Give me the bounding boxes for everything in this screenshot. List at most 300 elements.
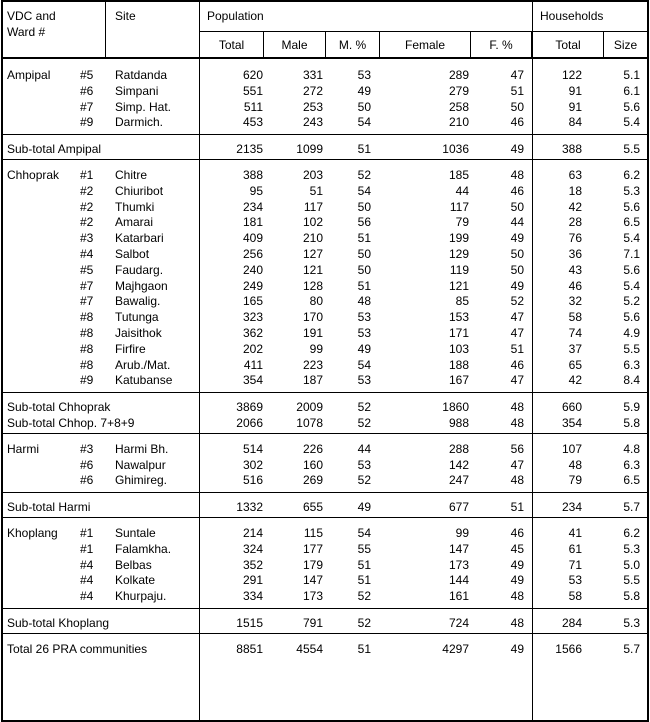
row-2-1-hh: 48 xyxy=(568,457,582,472)
row-3-0-size: 6.2 xyxy=(623,526,640,540)
row-3-4-f: 48 xyxy=(510,589,524,604)
row-2-1-f: 47 xyxy=(510,457,524,472)
row-1-4-hh: 76 xyxy=(568,231,582,246)
row-0-3-female: 210 xyxy=(448,115,469,130)
grand-total-m: 51 xyxy=(357,641,371,656)
row-1-2-hh: 42 xyxy=(568,199,582,214)
subtotal-rule-3 xyxy=(1,633,649,634)
row-3-4-size: 5.8 xyxy=(623,589,640,604)
vdc-name-0: Ampipal xyxy=(7,68,51,82)
row-0-2-f: 50 xyxy=(510,99,524,114)
row-1-2-m: 50 xyxy=(357,199,371,214)
subtotal-0-0-m: 51 xyxy=(357,142,371,157)
ward-3-3: #4 xyxy=(80,573,94,588)
row-1-11-f: 51 xyxy=(510,341,524,356)
row-1-4-m: 51 xyxy=(357,231,371,246)
subtotal-2-0-f: 51 xyxy=(510,500,524,515)
row-1-5-f: 50 xyxy=(510,247,524,261)
site-3-3: Kolkate xyxy=(115,573,156,588)
row-0-2-male: 253 xyxy=(302,99,323,114)
row-2-1-female: 142 xyxy=(448,457,469,472)
subtotal-rule-2 xyxy=(1,517,649,518)
row-3-3-hh: 53 xyxy=(568,573,582,588)
row-3-0-hh: 41 xyxy=(568,526,582,540)
row-3-4-hh: 58 xyxy=(568,589,582,604)
subtotal-1-0-female: 1860 xyxy=(442,400,469,415)
subtotal-label-3-0: Sub-total Khoplang xyxy=(7,616,110,630)
row-3-1-female: 147 xyxy=(448,541,469,556)
row-2-0-female: 288 xyxy=(448,441,469,456)
subtotal-label-1-0: Sub-total Chhoprak xyxy=(7,400,111,415)
row-2-2-female: 247 xyxy=(448,473,469,488)
subtotal-0-0-female: 1036 xyxy=(442,142,469,157)
row-2-2-hh: 79 xyxy=(568,473,582,488)
ward-1-0: #1 xyxy=(80,168,94,182)
site-1-4: Katarbari xyxy=(115,231,164,246)
row-1-4-f: 49 xyxy=(510,231,524,246)
ward-1-2: #2 xyxy=(80,199,94,214)
table-border-left xyxy=(1,0,3,722)
ward-2-2: #6 xyxy=(80,473,94,488)
row-3-3-male: 147 xyxy=(302,573,323,588)
site-3-2: Belbas xyxy=(115,557,152,572)
row-1-7-male: 128 xyxy=(302,278,323,293)
site-0-3: Darmich. xyxy=(115,115,164,130)
row-1-8-male: 80 xyxy=(309,294,323,309)
row-1-13-f: 47 xyxy=(510,373,524,388)
row-1-4-female: 199 xyxy=(448,231,469,246)
row-3-1-size: 5.3 xyxy=(623,541,640,556)
grand-total-hh: 1566 xyxy=(555,641,582,656)
row-1-4-total: 409 xyxy=(242,231,263,246)
subtotal-3-0-hh: 284 xyxy=(561,616,582,630)
header-total: Total xyxy=(218,38,245,52)
row-1-12-hh: 65 xyxy=(568,357,582,372)
site-1-11: Firfire xyxy=(115,341,146,356)
row-1-11-total: 202 xyxy=(242,341,263,356)
row-1-11-m: 49 xyxy=(357,341,371,356)
row-1-10-f: 47 xyxy=(510,326,524,340)
row-1-13-male: 187 xyxy=(302,373,323,388)
row-1-5-size: 7.1 xyxy=(623,247,640,261)
row-1-1-f: 46 xyxy=(510,183,524,198)
row-1-2-total: 234 xyxy=(242,199,263,214)
site-2-2: Ghimireg. xyxy=(115,473,168,488)
table-border-right xyxy=(647,0,649,722)
group-rule-2 xyxy=(1,492,649,493)
site-0-1: Simpani xyxy=(115,83,159,98)
row-1-4-male: 210 xyxy=(302,231,323,246)
grand-total-male: 4554 xyxy=(296,641,323,656)
row-3-3-female: 144 xyxy=(448,573,469,588)
site-1-3: Amarai xyxy=(115,215,154,230)
subtotal-label-2-0: Sub-total Harmi xyxy=(7,500,91,515)
row-1-8-m: 48 xyxy=(357,294,371,309)
row-0-3-hh: 84 xyxy=(568,115,582,130)
row-0-2-m: 50 xyxy=(357,99,371,114)
header-f-pct: F. % xyxy=(489,38,513,52)
row-1-1-m: 54 xyxy=(357,183,371,198)
header-households: Households xyxy=(540,9,604,23)
vdc-name-1: Chhoprak xyxy=(7,168,60,182)
row-1-8-total: 165 xyxy=(242,294,263,309)
row-3-1-hh: 61 xyxy=(568,541,582,556)
ward-0-2: #7 xyxy=(80,99,94,114)
row-0-1-f: 51 xyxy=(510,83,524,98)
subtotal-label-0-0: Sub-total Ampipal xyxy=(7,142,102,157)
row-1-6-male: 121 xyxy=(302,262,323,277)
site-1-10: Jaisithok xyxy=(115,326,162,340)
row-1-7-female: 121 xyxy=(448,278,469,293)
row-1-13-total: 354 xyxy=(242,373,263,388)
row-1-6-hh: 43 xyxy=(568,262,582,277)
site-1-2: Thumki xyxy=(115,199,155,214)
row-1-10-male: 191 xyxy=(302,326,323,340)
row-3-2-hh: 71 xyxy=(568,557,582,572)
subtotal-1-0-size: 5.9 xyxy=(623,400,640,415)
row-1-1-total: 95 xyxy=(249,183,263,198)
subtotal-1-1-total: 2066 xyxy=(236,416,263,430)
subtotal-1-0-hh: 660 xyxy=(561,400,582,415)
header-hh-total: Total xyxy=(555,38,581,52)
subtotal-1-1-m: 52 xyxy=(357,416,371,430)
subtotal-3-0-size: 5.3 xyxy=(623,616,640,630)
subtotal-label-1-1: Sub-total Chhop. 7+8+9 xyxy=(7,416,135,430)
site-2-0: Harmi Bh. xyxy=(115,441,169,456)
row-2-1-male: 160 xyxy=(302,457,323,472)
row-0-1-total: 551 xyxy=(242,83,263,98)
subtotal-3-0-total: 1515 xyxy=(236,616,263,630)
row-0-2-hh: 91 xyxy=(568,99,582,114)
ward-0-0: #5 xyxy=(80,68,94,82)
row-1-6-total: 240 xyxy=(242,262,263,277)
row-1-3-size: 6.5 xyxy=(623,215,640,230)
header-rule-bottom xyxy=(1,57,649,59)
row-1-7-total: 249 xyxy=(242,278,263,293)
row-1-8-female: 85 xyxy=(455,294,469,309)
row-0-3-f: 46 xyxy=(510,115,524,130)
row-3-3-m: 51 xyxy=(357,573,371,588)
row-1-1-female: 44 xyxy=(455,183,469,198)
site-1-7: Majhgaon xyxy=(115,278,168,293)
ward-1-7: #7 xyxy=(80,278,94,293)
column-rule-population xyxy=(199,0,200,722)
header-male: Male xyxy=(281,38,308,52)
subtotal-rule-0 xyxy=(1,159,649,160)
subtotal-2-0-male: 655 xyxy=(302,500,323,515)
row-1-10-total: 362 xyxy=(242,326,263,340)
row-1-11-female: 103 xyxy=(448,341,469,356)
row-1-1-male: 51 xyxy=(309,183,323,198)
row-3-0-total: 214 xyxy=(242,526,263,540)
row-1-0-m: 52 xyxy=(357,168,371,182)
row-2-1-size: 6.3 xyxy=(623,457,640,472)
subtotal-1-0-male: 2009 xyxy=(296,400,323,415)
site-1-5: Salbot xyxy=(115,247,150,261)
subtotal-1-0-total: 3869 xyxy=(236,400,263,415)
ward-1-6: #5 xyxy=(80,262,94,277)
row-3-1-f: 45 xyxy=(510,541,524,556)
subtotal-2-0-total: 1332 xyxy=(236,500,263,515)
site-3-0: Suntale xyxy=(115,526,156,540)
row-1-5-female: 129 xyxy=(448,247,469,261)
row-1-11-male: 99 xyxy=(309,341,323,356)
row-1-0-female: 185 xyxy=(448,168,469,182)
row-3-4-female: 161 xyxy=(448,589,469,604)
row-1-2-f: 50 xyxy=(510,199,524,214)
row-1-6-female: 119 xyxy=(449,262,469,277)
row-2-2-size: 6.5 xyxy=(623,473,640,488)
row-2-0-male: 226 xyxy=(302,441,323,456)
row-1-6-size: 5.6 xyxy=(623,262,640,277)
ward-1-10: #8 xyxy=(80,326,94,340)
row-2-0-size: 4.8 xyxy=(623,441,640,456)
row-1-5-m: 50 xyxy=(357,247,371,261)
row-1-12-female: 188 xyxy=(448,357,469,372)
row-1-2-male: 117 xyxy=(303,199,323,214)
row-0-0-size: 5.1 xyxy=(623,68,640,82)
subtotal-2-0-female: 677 xyxy=(448,500,469,515)
row-3-2-f: 49 xyxy=(510,557,524,572)
row-1-3-female: 79 xyxy=(455,215,469,230)
site-1-9: Tutunga xyxy=(115,310,159,325)
grand-total-label: Total 26 PRA communities xyxy=(7,641,148,656)
header-divider-site xyxy=(105,0,106,58)
site-0-2: Simp. Hat. xyxy=(115,99,172,114)
row-3-1-m: 55 xyxy=(357,541,371,556)
row-1-0-hh: 63 xyxy=(568,168,582,182)
subtotal-0-0-size: 5.5 xyxy=(623,142,640,157)
ward-1-1: #2 xyxy=(80,183,94,198)
row-2-0-m: 44 xyxy=(357,441,371,456)
grand-total-f: 49 xyxy=(510,641,524,656)
row-0-1-size: 6.1 xyxy=(623,83,640,98)
row-3-2-total: 352 xyxy=(242,557,263,572)
row-1-3-male: 102 xyxy=(302,215,323,230)
subtotal-2-0-m: 49 xyxy=(357,500,371,515)
row-0-0-female: 289 xyxy=(448,68,469,82)
row-0-3-size: 5.4 xyxy=(623,115,640,130)
header-vdc: VDC and xyxy=(7,9,56,23)
row-2-1-m: 53 xyxy=(357,457,371,472)
row-3-4-m: 52 xyxy=(357,589,371,604)
ward-3-0: #1 xyxy=(80,526,94,540)
row-2-2-m: 52 xyxy=(357,473,371,488)
row-1-4-size: 5.4 xyxy=(623,231,640,246)
row-1-6-f: 50 xyxy=(510,262,524,277)
row-1-11-hh: 37 xyxy=(568,341,582,356)
row-3-2-male: 179 xyxy=(302,557,323,572)
row-1-13-m: 53 xyxy=(357,373,371,388)
row-1-9-m: 53 xyxy=(357,310,371,325)
group-rule-1 xyxy=(1,392,649,393)
group-rule-0 xyxy=(1,134,649,135)
row-2-0-hh: 107 xyxy=(561,441,582,456)
row-1-0-male: 203 xyxy=(302,168,323,182)
row-3-3-f: 49 xyxy=(510,573,524,588)
ward-1-9: #8 xyxy=(80,310,94,325)
subtotal-1-0-f: 48 xyxy=(510,400,524,415)
row-2-1-total: 302 xyxy=(242,457,263,472)
row-1-7-size: 5.4 xyxy=(623,278,640,293)
row-3-0-f: 46 xyxy=(510,526,524,540)
row-0-2-female: 258 xyxy=(448,99,469,114)
row-3-3-total: 291 xyxy=(242,573,263,588)
row-3-0-female: 99 xyxy=(455,526,469,540)
row-0-3-male: 243 xyxy=(302,115,323,130)
row-1-0-f: 48 xyxy=(510,168,524,182)
row-0-1-hh: 91 xyxy=(568,83,582,98)
subtotal-0-0-hh: 388 xyxy=(561,142,582,157)
row-1-12-size: 6.3 xyxy=(623,357,640,372)
ward-2-0: #3 xyxy=(80,441,94,456)
row-3-4-total: 334 xyxy=(242,589,263,604)
subtotal-2-0-size: 5.7 xyxy=(623,500,640,515)
ward-1-5: #4 xyxy=(80,247,94,261)
group-rule-3 xyxy=(1,608,649,609)
row-1-9-total: 323 xyxy=(242,310,263,325)
grand-total-total: 8851 xyxy=(236,641,263,656)
ward-3-1: #1 xyxy=(80,541,94,556)
ward-1-12: #8 xyxy=(80,357,94,372)
row-0-0-male: 331 xyxy=(302,68,323,82)
site-2-1: Nawalpur xyxy=(115,457,166,472)
row-1-11-size: 5.5 xyxy=(623,341,640,356)
ward-0-3: #9 xyxy=(80,115,94,130)
row-1-12-male: 223 xyxy=(302,357,323,372)
site-1-12: Arub./Mat. xyxy=(115,357,171,372)
row-1-8-size: 5.2 xyxy=(623,294,640,309)
subtotal-0-0-f: 49 xyxy=(510,142,524,157)
row-1-9-male: 170 xyxy=(302,310,323,325)
subtotal-0-0-total: 2135 xyxy=(236,142,263,157)
subtotal-1-1-hh: 354 xyxy=(561,416,582,430)
row-3-2-female: 173 xyxy=(448,557,469,572)
site-1-13: Katubanse xyxy=(115,373,173,388)
row-1-10-size: 4.9 xyxy=(623,326,640,340)
row-1-9-female: 153 xyxy=(448,310,469,325)
row-1-3-f: 44 xyxy=(510,215,524,230)
row-1-10-hh: 74 xyxy=(568,326,582,340)
row-1-2-female: 117 xyxy=(449,199,469,214)
site-1-6: Faudarg. xyxy=(115,262,164,277)
grand-total-female: 4297 xyxy=(442,641,469,656)
row-1-13-female: 167 xyxy=(448,373,469,388)
row-1-5-hh: 36 xyxy=(568,247,582,261)
row-1-12-f: 46 xyxy=(510,357,524,372)
row-1-1-size: 5.3 xyxy=(623,183,640,198)
site-1-8: Bawalig. xyxy=(115,294,161,309)
row-2-0-f: 56 xyxy=(510,441,524,456)
row-3-1-male: 177 xyxy=(302,541,323,556)
row-0-3-total: 453 xyxy=(242,115,263,130)
row-3-1-total: 324 xyxy=(242,541,263,556)
row-1-5-total: 256 xyxy=(242,247,263,261)
row-0-1-female: 279 xyxy=(448,83,469,98)
row-2-2-total: 516 xyxy=(242,473,263,488)
row-1-2-size: 5.6 xyxy=(623,199,640,214)
row-0-2-total: 511 xyxy=(243,99,263,114)
ward-1-4: #3 xyxy=(80,231,94,246)
header-ward: Ward # xyxy=(7,25,46,39)
row-1-3-total: 181 xyxy=(242,215,263,230)
row-1-13-size: 8.4 xyxy=(623,373,640,388)
ward-3-4: #4 xyxy=(80,589,94,604)
row-3-2-m: 51 xyxy=(357,557,371,572)
row-1-6-m: 50 xyxy=(357,262,371,277)
subtotal-1-0-m: 52 xyxy=(357,400,371,415)
row-0-3-m: 54 xyxy=(357,115,371,130)
row-3-4-male: 173 xyxy=(302,589,323,604)
subtotal-0-0-male: 1099 xyxy=(296,142,323,157)
row-0-1-m: 49 xyxy=(357,83,371,98)
row-1-0-total: 388 xyxy=(242,168,263,182)
row-1-12-total: 411 xyxy=(243,357,263,372)
row-3-0-male: 115 xyxy=(303,526,323,540)
row-0-1-male: 272 xyxy=(302,83,323,98)
site-3-4: Khurpaju. xyxy=(115,589,167,604)
subtotal-1-1-f: 48 xyxy=(510,416,524,430)
ward-1-3: #2 xyxy=(80,215,94,230)
ward-2-1: #6 xyxy=(80,457,94,472)
row-1-12-m: 54 xyxy=(357,357,371,372)
ward-0-1: #6 xyxy=(80,83,94,98)
subtotal-3-0-f: 48 xyxy=(510,616,524,630)
row-1-7-m: 51 xyxy=(357,278,371,293)
row-2-2-f: 48 xyxy=(510,473,524,488)
row-3-2-size: 5.0 xyxy=(623,557,640,572)
row-1-10-m: 53 xyxy=(357,326,371,340)
row-1-3-hh: 28 xyxy=(568,215,582,230)
ward-1-13: #9 xyxy=(80,373,94,388)
ward-1-11: #8 xyxy=(80,341,94,356)
header-site: Site xyxy=(115,9,136,23)
ward-3-2: #4 xyxy=(80,557,94,572)
header-rule-households xyxy=(533,31,647,32)
row-0-0-m: 53 xyxy=(357,68,371,82)
site-0-0: Ratdanda xyxy=(115,68,168,82)
row-1-7-f: 49 xyxy=(510,278,524,293)
row-0-0-hh: 122 xyxy=(561,68,582,82)
row-1-13-hh: 42 xyxy=(568,373,582,388)
row-3-3-size: 5.5 xyxy=(623,573,640,588)
subtotal-3-0-m: 52 xyxy=(357,616,371,630)
row-1-7-hh: 46 xyxy=(568,278,582,293)
site-3-1: Falamkha. xyxy=(115,541,172,556)
row-1-9-f: 47 xyxy=(510,310,524,325)
header-population: Population xyxy=(207,9,264,23)
site-1-0: Chitre xyxy=(115,168,148,182)
header-rule-population xyxy=(200,31,531,32)
site-1-1: Chiuribot xyxy=(115,183,164,198)
header-m-pct: M. % xyxy=(338,38,367,52)
row-3-0-m: 54 xyxy=(357,526,371,540)
header-col-divider-4 xyxy=(531,31,532,58)
subtotal-1-1-male: 1078 xyxy=(296,416,323,430)
table-border-top xyxy=(1,0,649,2)
header-female: Female xyxy=(404,38,445,52)
subtotal-rule-1 xyxy=(1,433,649,434)
row-0-0-f: 47 xyxy=(510,68,524,82)
subtotal-3-0-male: 791 xyxy=(302,616,323,630)
header-size: Size xyxy=(613,38,638,52)
vdc-name-3: Khoplang xyxy=(7,526,58,540)
subtotal-2-0-hh: 234 xyxy=(561,500,582,515)
row-1-8-f: 52 xyxy=(510,294,524,309)
row-1-1-hh: 18 xyxy=(568,183,582,198)
subtotal-1-1-size: 5.8 xyxy=(623,416,640,430)
row-1-9-hh: 58 xyxy=(568,310,582,325)
